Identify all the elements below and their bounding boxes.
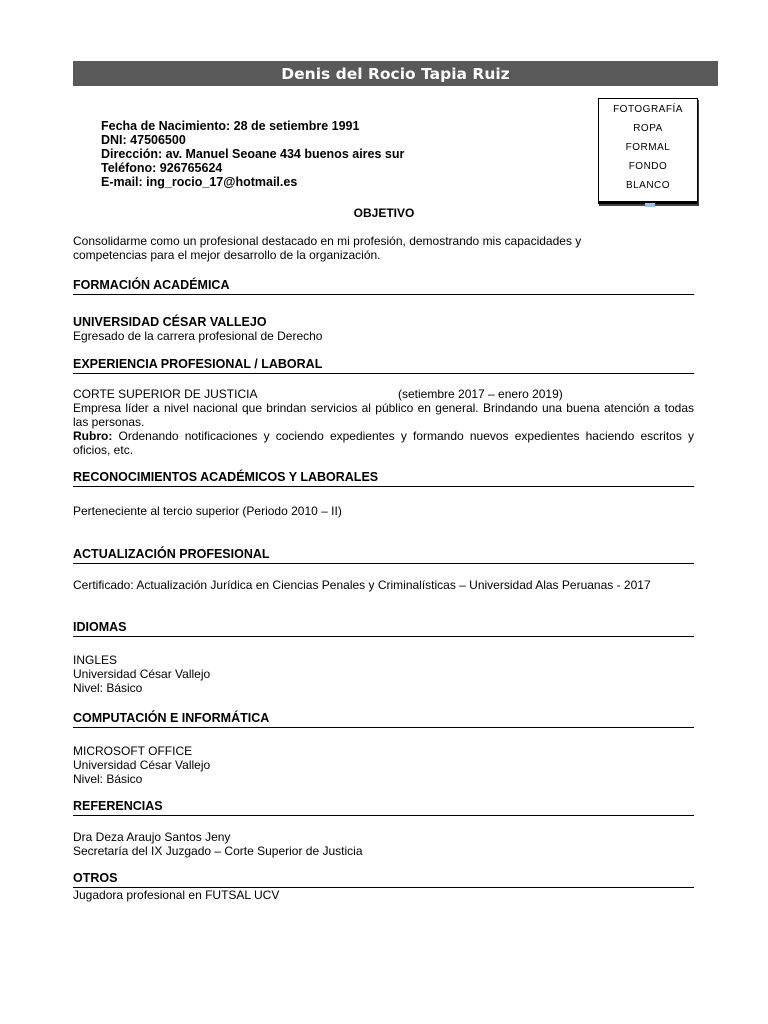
photo-line: FORMAL bbox=[625, 142, 671, 153]
photo-line: FOTOGRAFÍA bbox=[613, 104, 683, 115]
address: Dirección: av. Manuel Seoane 434 buenos aires sur bbox=[101, 147, 405, 161]
referencias-person: Dra Deza Araujo Santos Jeny bbox=[73, 830, 231, 844]
actualizacion-text: Certificado: Actualización Jurídica en Ciencias Penales y Criminalísticas – Universidad Alas Peruanas - 2017 bbox=[73, 578, 651, 592]
photo-placeholder bbox=[598, 98, 698, 204]
computacion-heading: COMPUTACIÓN E INFORMÁTICA bbox=[73, 711, 694, 728]
photo-line: FONDO bbox=[628, 161, 668, 172]
idiomas-institution: Universidad César Vallejo bbox=[73, 667, 211, 681]
experiencia-heading: EXPERIENCIA PROFESIONAL / LABORAL bbox=[73, 357, 694, 374]
otros-text: Jugadora profesional en FUTSAL UCV bbox=[73, 888, 280, 902]
computacion-program: MICROSOFT OFFICE bbox=[73, 744, 193, 758]
referencias-heading: REFERENCIAS bbox=[73, 799, 694, 816]
formacion-heading: FORMACIÓN ACADÉMICA bbox=[73, 278, 694, 295]
idiomas-language: INGLES bbox=[73, 653, 118, 667]
experiencia-block bbox=[73, 387, 694, 457]
experiencia-description: Empresa líder a nivel nacional que brindan servicios al público en general. Brindando una buena atención a todas las personas. bbox=[73, 401, 694, 429]
idiomas-heading: IDIOMAS bbox=[73, 620, 694, 637]
candidate-name: Denis del Rocio Tapia Ruiz bbox=[73, 61, 718, 86]
computacion-institution: Universidad César Vallejo bbox=[73, 758, 211, 772]
photo-line: BLANCO bbox=[625, 180, 671, 191]
reconocimientos-text: Perteneciente al tercio superior (Periodo 2010 – II) bbox=[73, 504, 342, 518]
phone: Teléfono: 926765624 bbox=[101, 161, 223, 175]
computacion-block bbox=[73, 744, 694, 786]
rubro-text: Ordenando notificaciones y cociendo expedientes y formando nuevos expedientes haciendo escritos y oficios, etc. bbox=[73, 429, 694, 457]
photo-line: ROPA bbox=[633, 123, 663, 134]
formacion-block bbox=[73, 315, 694, 343]
reconocimientos-heading: RECONOCIMIENTOS ACADÉMICOS Y LABORALES bbox=[73, 470, 694, 487]
rubro-label: Rubro: bbox=[73, 429, 113, 443]
experiencia-period: (setiembre 2017 – enero 2019) bbox=[398, 387, 563, 401]
idiomas-block bbox=[73, 653, 694, 695]
personal-info bbox=[101, 119, 404, 189]
objetivo-heading: OBJETIVO bbox=[353, 206, 415, 220]
experiencia-company: CORTE SUPERIOR DE JUSTICIA bbox=[73, 387, 258, 401]
otros-heading: OTROS bbox=[73, 871, 694, 888]
idiomas-level: Nivel: Básico bbox=[73, 681, 143, 695]
actualizacion-heading: ACTUALIZACIÓN PROFESIONAL bbox=[73, 547, 694, 564]
referencias-block bbox=[73, 830, 694, 858]
formacion-institution: UNIVERSIDAD CÉSAR VALLEJO bbox=[73, 315, 267, 329]
email: E-mail: ing_rocio_17@hotmail.es bbox=[101, 175, 298, 189]
formacion-detail: Egresado de la carrera profesional de Derecho bbox=[73, 329, 323, 343]
referencias-position: Secretaría del IX Juzgado – Corte Superior de Justicia bbox=[73, 844, 363, 858]
birth-date: Fecha de Nacimiento: 28 de setiembre 1991 bbox=[101, 119, 360, 133]
objetivo-text: Consolidarme como un profesional destacado en mi profesión, demostrando mis capacidades y competencias para el mejor desarrollo de la organización. bbox=[73, 234, 582, 262]
computacion-level: Nivel: Básico bbox=[73, 772, 143, 786]
dni: DNI: 47506500 bbox=[101, 133, 186, 147]
